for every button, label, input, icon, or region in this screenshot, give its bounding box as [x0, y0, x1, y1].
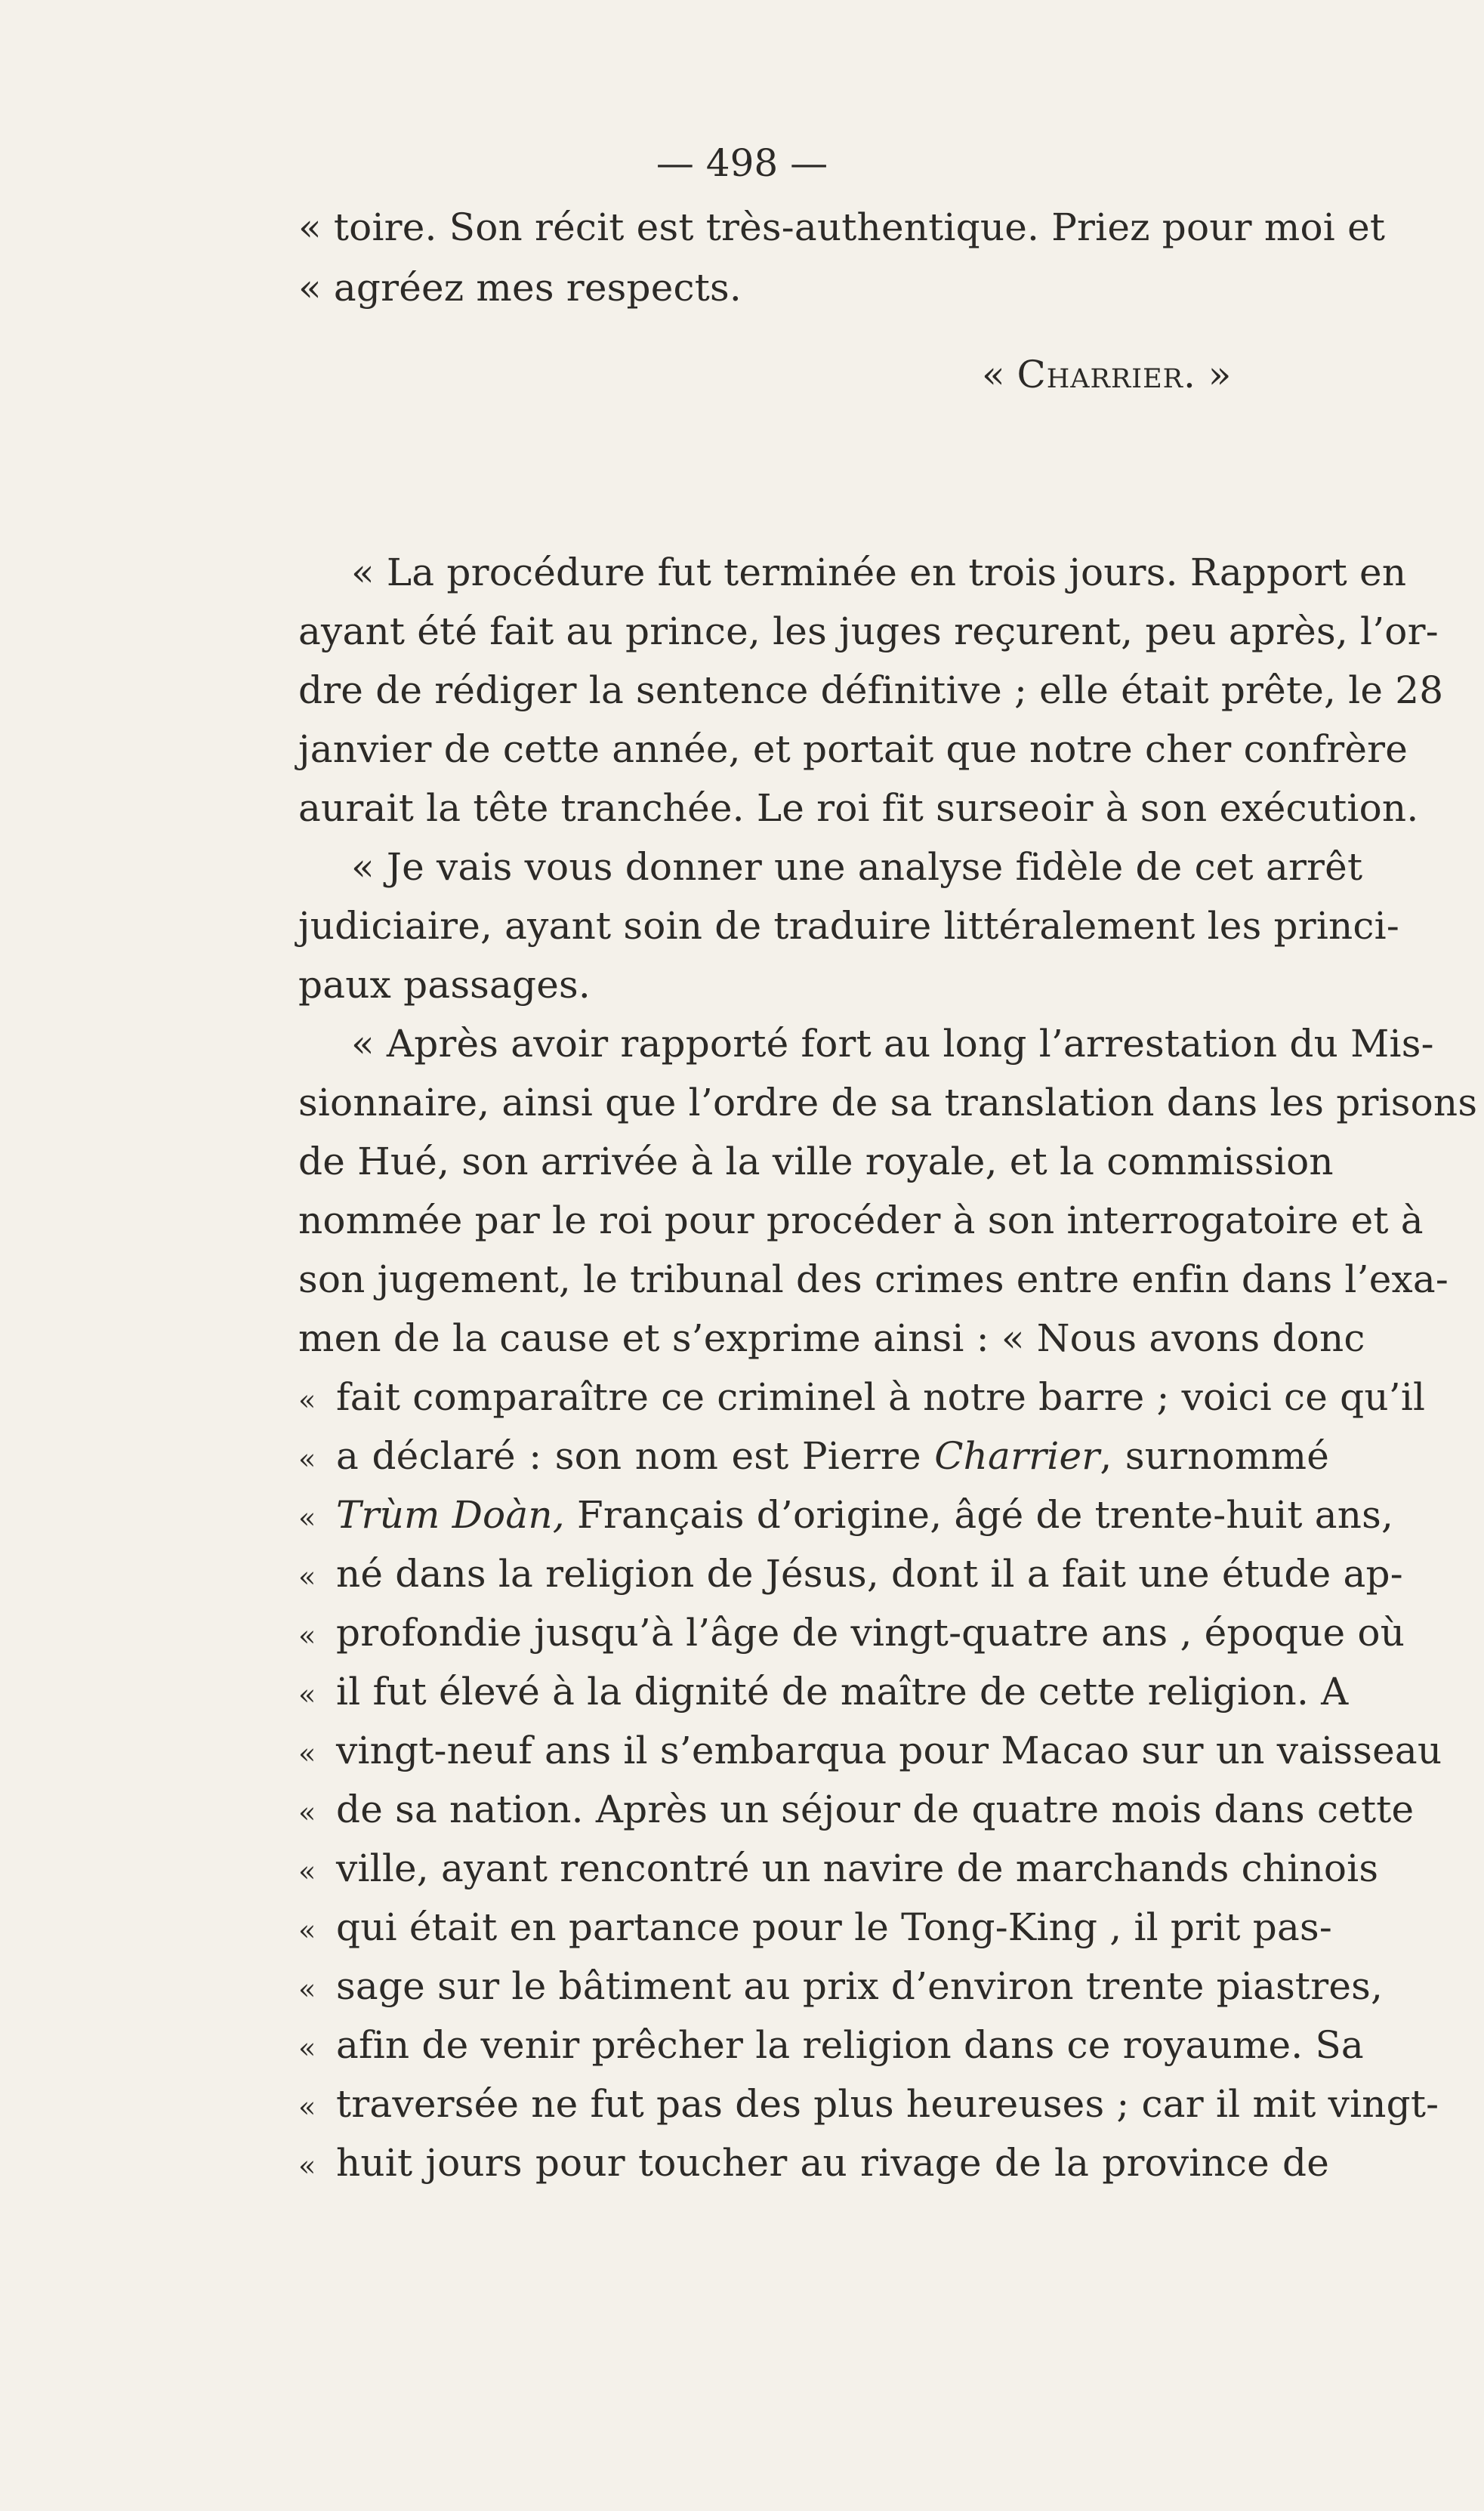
- signature-close-quote: »: [1196, 353, 1232, 396]
- quoted-line: « afin de venir prêcher la religion dans ce royaume. Sa: [298, 2018, 1329, 2072]
- quoted-line: « sage sur le bâtiment au prix d’environ trente piastres,: [298, 1959, 1329, 2013]
- quoted-line: « ville, ayant rencontré un navire de marchands chinois: [298, 1841, 1329, 1896]
- text-line: men de la cause et s’exprime ainsi : « Nous avons donc: [298, 1316, 1365, 1360]
- quoted-line: « qui était en partance pour le Tong-King , il prit pas-: [298, 1900, 1329, 1954]
- quoted-line: « vingt-neuf ans il s’embarqua pour Macao sur un vaisseau: [298, 1723, 1329, 1778]
- text-line: « Après avoir rapporté fort au long l’arrestation du Mis-: [351, 1022, 1434, 1066]
- quoted-line: « huit jours pour toucher au rivage de la province de: [298, 2136, 1329, 2190]
- quote-mark: «: [298, 2090, 316, 2124]
- text-line: « Je vais vous donner une analyse fidèle de cet arrêt: [351, 845, 1363, 889]
- quoted-line: « profondie jusqu’à l’âge de vingt-quatre ans , époque où: [298, 1606, 1329, 1660]
- text-line: ayant été fait au prince, les juges reçurent, peu après, l’or-: [298, 609, 1439, 653]
- quote-mark: «: [298, 1619, 316, 1652]
- text-line: de Hué, son arrivée à la ville royale, et la commission: [298, 1140, 1334, 1183]
- quote-mark: «: [298, 2149, 316, 2182]
- text-line: sionnaire, ainsi que l’ordre de sa translation dans les prisons: [298, 1081, 1478, 1124]
- quote-mark: «: [298, 1737, 316, 1770]
- text-line: janvier de cette année, et portait que notre cher confrère: [298, 727, 1408, 771]
- text-line: « agréez mes respects.: [298, 266, 742, 310]
- quoted-line: « né dans la religion de Jésus, dont il a fait une étude ap-: [298, 1547, 1329, 1601]
- text-line: dre de rédiger la sentence définitive ; elle était prête, le 28: [298, 668, 1444, 712]
- quote-mark: «: [298, 1442, 316, 1476]
- quote-mark: «: [298, 1914, 316, 1947]
- quoted-line: « fait comparaître ce criminel à notre barre ; voici ce qu’il: [298, 1370, 1329, 1424]
- signature: [982, 347, 1231, 402]
- quote-mark: «: [298, 1855, 316, 1888]
- page-number: — 498 —: [656, 141, 828, 185]
- signature-name: Charrier.: [1017, 353, 1196, 396]
- text-line: « toire. Son récit est très-authentique. Priez pour moi et: [298, 205, 1386, 249]
- text-line: judiciaire, ayant soin de traduire littéralement les princi-: [298, 904, 1399, 948]
- text-line: aurait la tête tranchée. Le roi fit surseoir à son exécution.: [298, 786, 1419, 830]
- text-line: « La procédure fut terminée en trois jours. Rapport en: [351, 551, 1407, 594]
- quote-mark: «: [298, 1560, 316, 1593]
- text-line: nommée par le roi pour procéder à son interrogatoire et à: [298, 1198, 1424, 1242]
- quote-mark: «: [298, 1796, 316, 1829]
- quoted-line: « traversée ne fut pas des plus heureuses ; car il mit vingt-: [298, 2077, 1329, 2131]
- quote-mark: «: [298, 1973, 316, 2006]
- quote-mark: «: [298, 1678, 316, 1711]
- quoted-line: « Trùm Doàn, Français d’origine, âgé de trente-huit ans,: [298, 1488, 1329, 1542]
- quoted-line: « il fut élevé à la dignité de maître de cette religion. A: [298, 1664, 1329, 1719]
- text-line: son jugement, le tribunal des crimes entre enfin dans l’exa-: [298, 1257, 1449, 1301]
- text-line: paux passages.: [298, 963, 591, 1007]
- signature-open-quote: «: [982, 353, 1017, 396]
- quote-mark: «: [298, 2031, 316, 2065]
- quote-mark: «: [298, 1384, 316, 1417]
- quoted-line: « a déclaré : son nom est Pierre Charrier, surnommé: [298, 1429, 1329, 1483]
- quoted-line: « de sa nation. Après un séjour de quatre mois dans cette: [298, 1782, 1329, 1837]
- quote-mark: «: [298, 1501, 316, 1535]
